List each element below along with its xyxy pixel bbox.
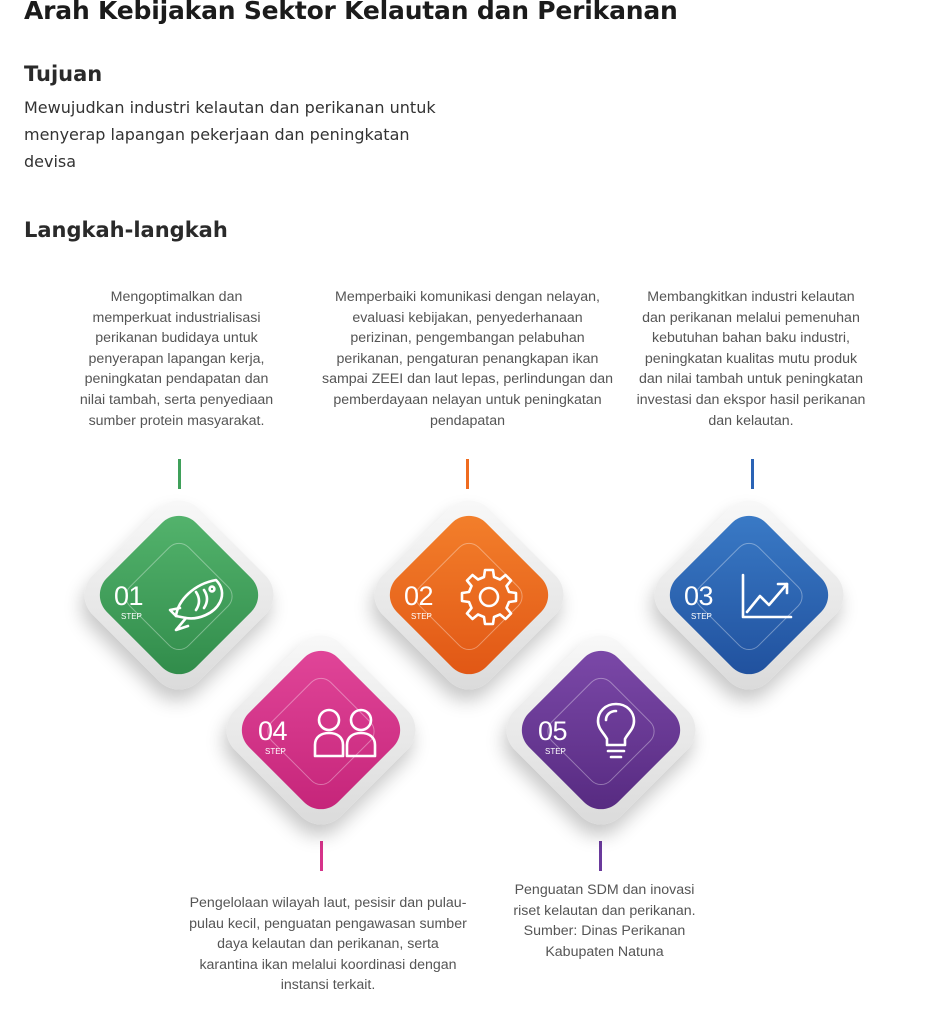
gear-icon: [458, 566, 520, 628]
page-title: Arah Kebijakan Sektor Kelautan dan Perikanan: [24, 0, 678, 25]
step-2-number: 02: [404, 581, 434, 611]
step-4-number: 04: [258, 716, 288, 746]
step-2-description: Memperbaiki komunikasi dengan nelayan, evaluasi kebijakan, penyederhanaan perizinan, pengembangan pelabuhan perikanan, pengaturan penangkapan ikan sampai ZEEI dan laut lepas, perlindungan dan pemberdayaan nelayan untuk peningkatan pendapatan: [321, 289, 614, 429]
people-icon: [312, 707, 378, 759]
goal-text: Mewujudkan industri kelautan dan perikanan untuk menyerap lapangan pekerjaan dan peningkatan devisa: [24, 98, 436, 171]
goal-heading: Tujuan: [24, 62, 103, 86]
step-5-number: 05: [538, 716, 568, 746]
step-4-description: Pengelolaan wilayah laut, pesisir dan pulau-pulau kecil, penguatan pengawasan sumber daya kelautan dan perikanan, serta karantina ikan melalui koordinasi dengan instansi terkait.: [189, 895, 467, 994]
step-4-label: STEP: [265, 747, 286, 756]
step-1-number: 01: [114, 581, 144, 611]
lightbulb-icon: [594, 701, 638, 761]
step-1-label: STEP: [121, 612, 142, 621]
step-4-diamond: [216, 625, 426, 835]
step-3-label: STEP: [691, 612, 712, 621]
step-1-description: Mengoptimalkan dan memperkuat industrialisasi perikanan budidaya untuk penyerapan lapangan kerja, peningkatan pendapatan dan nilai tambah, serta penyediaan sumber protein masyarakat.: [79, 289, 274, 429]
step-5-label: STEP: [545, 747, 566, 756]
step-4-connector: [320, 841, 323, 871]
step-5-description: Penguatan SDM dan inovasi riset kelautan dan perikanan. Sumber: Dinas Perikanan Kabupaten Natuna: [513, 882, 696, 960]
step-3-description: Membangkitkan industri kelautan dan perikanan melalui pemenuhan kebutuhan bahan baku industri, peningkatan kualitas mutu produk dan nilai tambah untuk peningkatan investasi dan ekspor hasil perikanan dan kelautan.: [636, 289, 866, 429]
step-3-connector: [751, 459, 754, 489]
step-2-connector: [466, 459, 469, 489]
step-2-label: STEP: [411, 612, 432, 621]
steps-heading: Langkah-langkah: [24, 218, 228, 242]
step-5-connector: [599, 841, 602, 871]
step-1-connector: [178, 459, 181, 489]
step-3-number: 03: [684, 581, 714, 611]
growth-chart-icon: [740, 572, 794, 620]
step-5-diamond: [496, 625, 706, 835]
